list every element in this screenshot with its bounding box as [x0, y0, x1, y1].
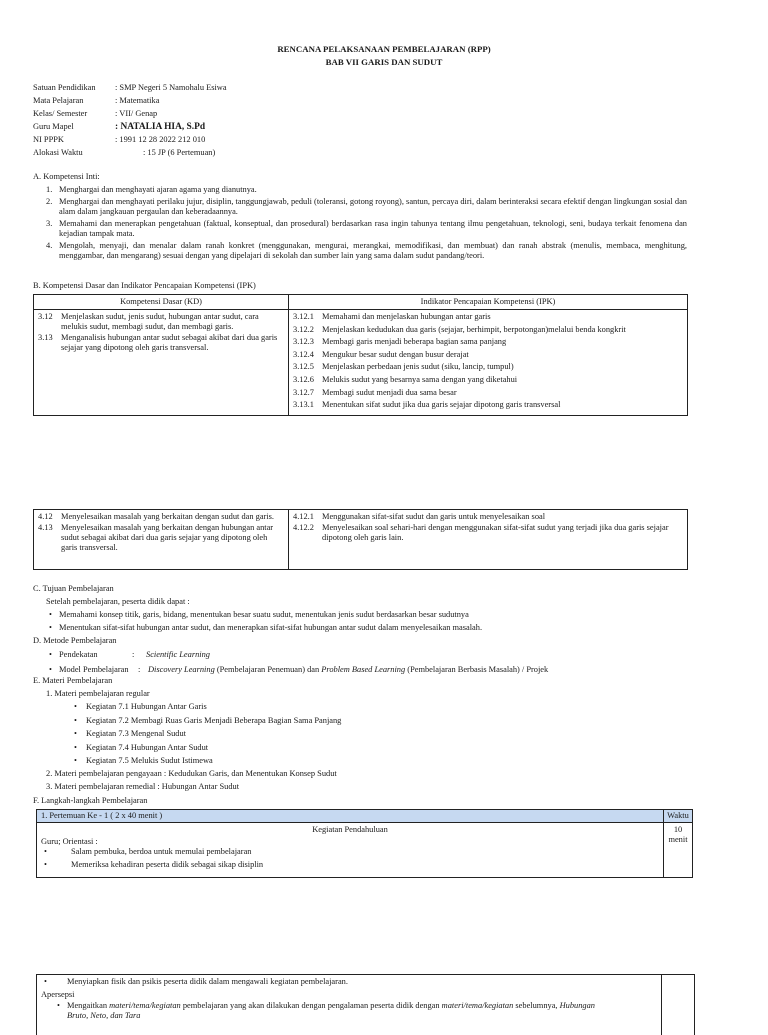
kd-item: 3.12 Menjelaskan sudut, jenis sudut, hubungan antar sudut, cara melukis sudut, membagi sudut, dan membagi garis. [38, 312, 259, 332]
section-c-heading: C. Tujuan Pembelajaran [33, 584, 114, 593]
ipk-item: 4.12.2 Menyelesaikan soal sehari-hari dengan menggunakan sifat-sifat sudut yang terjadi jika dua garis sejajar dipotong oleh garis lain. [293, 523, 669, 543]
ipk-item: 3.12.7 Membagi sudut menjadi dua sama besar [293, 387, 457, 397]
identity-row: Alokasi Waktu : 15 JP (6 Pertemuan) [33, 148, 216, 158]
orientasi-label: Guru; Orientasi : [41, 837, 98, 847]
waktu-cell [664, 823, 693, 878]
section-d-heading: D. Metode Pembelajaran [33, 636, 117, 645]
list-item: 4. Mengolah, menyaji, dan menalar dalam ranah konkret (menggunakan, mengurai, merangkai, memodifikasi, dan membuat) dan ranah abstrak (menulis, membaca, menghitung, menggambar, dan mengarang) sesuai dengan yang dipelajari di sekolah dan sumber lain yang sama dalam sudut pandang/teori. [46, 241, 687, 261]
ipk-item: 3.12.2 Menjelaskan kedudukan dua garis (sejajar, berhimpit, berpotongan)melalui benda kongkrit [293, 324, 626, 334]
kd-ipk-table-continued [33, 509, 688, 570]
list-item: • Model Pembelajaran : Discovery Learning (Pembelajaran Penemuan) dan Problem Based Learning (Pembelajaran Berbasis Masalah) / Projek [46, 665, 706, 678]
column-header-ipk: Indikator Pencapaian Kompetensi (IPK) [289, 295, 688, 310]
waktu-unit: menit [668, 835, 688, 845]
section-c-intro: Setelah pembelajaran, peserta didik dapat : [46, 597, 190, 606]
list-item: • Kegiatan 7.5 Melukis Sudut Istimewa [46, 756, 686, 770]
kd-cell [34, 310, 289, 416]
kegiatan-title: Kegiatan Pendahuluan [312, 825, 388, 835]
list-item: • Memahami konsep titik, garis, bidang, menentukan besar suatu sudut, menentukan jenis sudut berdasarkan besar sudutnya [46, 610, 687, 623]
kegiatan-cell [41, 977, 657, 1021]
list-item: • Kegiatan 7.1 Hubungan Antar Garis [46, 702, 686, 716]
ipk-item: 4.12.1 Menggunakan sifat-sifat sudut dan garis untuk menyelesaikan soal [293, 512, 546, 521]
section-f-heading: F. Langkah-langkah Pembelajaran [33, 796, 148, 805]
list-item: • Menentukan sifat-sifat hubungan antar sudut, dan menerapkan sifat-sifat hubungan antar sudut dalam menyelesaikan masalah. [46, 623, 687, 636]
list-item: • Kegiatan 7.3 Mengenal Sudut [46, 729, 686, 743]
list-item: • Menyiapkan fisik dan psikis peserta didik dalam mengawali kegiatan pembelajaran. [41, 977, 657, 990]
waktu-value: 10 [673, 825, 683, 835]
list-item: 1. Menghargai dan menghayati ajaran agama yang dianutnya. [46, 185, 257, 194]
ipk-cell [289, 310, 688, 416]
kegiatan-list [46, 702, 686, 770]
apersepsi-label: Apersepsi [41, 990, 75, 999]
waktu-header: Waktu [664, 810, 693, 823]
materi-item-3: 3. Materi pembelajaran remedial : Hubungan Antar Sudut [46, 782, 240, 791]
kd-item: 4.12 Menyelesaikan masalah yang berkaitan dengan sudut dan garis. [38, 512, 275, 521]
section-a-heading: A. Kompetensi Inti: [33, 172, 100, 181]
list-item: • Pendekatan : Scientific Learning [46, 650, 706, 663]
kegiatan-cell [37, 823, 664, 878]
identity-row: NI PPPK : 1991 12 28 2022 212 010 [33, 135, 206, 145]
identity-block [33, 82, 453, 160]
document-subtitle: BAB VII GARIS DAN SUDUT [325, 57, 443, 67]
kd-cell [34, 510, 289, 570]
column-divider [661, 975, 662, 1035]
ipk-cell [289, 510, 688, 570]
list-item: • Salam pembuka, berdoa untuk memulai pembelajaran [41, 847, 659, 860]
list-item: • Memeriksa kehadiran peserta didik sebagai sikap disiplin [41, 860, 659, 873]
ipk-item: 3.12.3 Membagi garis menjadi beberapa bagian sama panjang [293, 337, 507, 347]
identity-row: Kelas/ Semester : VII/ Genap [33, 109, 158, 119]
ipk-item: 3.12.5 Menjelaskan perbedaan jenis sudut (siku, lancip, tumpul) [293, 362, 514, 372]
identity-row: Mata Pelajaran : Matematika [33, 96, 160, 106]
list-item: • Mengaitkan materi/tema/kegiatan pembelajaran yang akan dilakukan dengan pengalaman peserta didik dengan materi/tema/kegiatan sebelumnya, Hubungan Bruto, Neto, dan Tara [57, 1001, 595, 1021]
list-item: • Kegiatan 7.2 Membagi Ruas Garis Menjadi Beberapa Bagian Sama Panjang [46, 716, 686, 730]
identity-row: Satuan Pendidikan : SMP Negeri 5 Namohalu Esiwa [33, 83, 227, 93]
kompetensi-inti-list [46, 185, 687, 264]
list-item: 2. Menghargai dan menghayati perilaku jujur, disiplin, tanggungjawab, peduli (toleransi, gotong royong), santun, percaya diri, dalam berinteraksi secara efektif dengan lingkungan sosial dan alam dalam jangkauan pergaulan dan keberadaannya. [46, 197, 687, 217]
list-item: • Kegiatan 7.4 Hubungan Antar Sudut [46, 743, 686, 757]
kd-ipk-table [33, 294, 688, 416]
materi-item-1: 1. Materi pembelajaran regular [46, 689, 150, 698]
kd-item: 4.13 Menyelesaikan masalah yang berkaitan dengan hubungan antar sudut sebagai akibat dari dua garis sejajar yang dipotong oleh garis transversal. [38, 523, 274, 553]
document-title: RENCANA PELAKSANAAN PEMBELAJARAN (RPP) [277, 44, 491, 54]
ipk-item: 3.12.4 Mengukur besar sudut dengan busur derajat [293, 349, 469, 359]
column-header-kd: Kompetensi Dasar (KD) [34, 295, 289, 310]
langkah-table-continued [36, 974, 695, 1035]
ipk-item: 3.13.1 Menentukan sifat sudut jika dua garis sejajar dipotong garis transversal [293, 400, 561, 410]
kd-item: 3.13 Menganalisis hubungan antar sudut sebagai akibat dari dua garis sejajar yang dipotong oleh garis transversal. [38, 333, 278, 353]
langkah-table [36, 809, 693, 878]
tujuan-list [46, 610, 687, 636]
list-item: 3. Memahami dan menerapkan pengetahuan (faktual, konseptual, dan prosedural) berdasarkan rasa ingin tahunya tentang ilmu pengetahuan, teknologi, seni, budaya terkait fenomena dan kejadian tampak mata. [46, 219, 687, 239]
materi-item-2: 2. Materi pembelajaran pengayaan : Kedudukan Garis, dan Menentukan Konsep Sudut [46, 769, 337, 778]
ipk-item: 3.12.1 Memahami dan menjelaskan hubungan antar garis [293, 312, 491, 322]
metode-list [46, 650, 706, 678]
ipk-item: 3.12.6 Melukis sudut yang besarnya sama dengan yang diketahui [293, 375, 518, 385]
section-e-heading: E. Materi Pembelajaran [33, 676, 113, 685]
identity-row: Guru Mapel : NATALIA HIA, S.Pd [33, 121, 206, 132]
meeting-header: 1. Pertemuan Ke - 1 ( 2 x 40 menit ) [37, 810, 664, 823]
section-b-heading: B. Kompetensi Dasar dan Indikator Pencapaian Kompetensi (IPK) [33, 281, 256, 290]
